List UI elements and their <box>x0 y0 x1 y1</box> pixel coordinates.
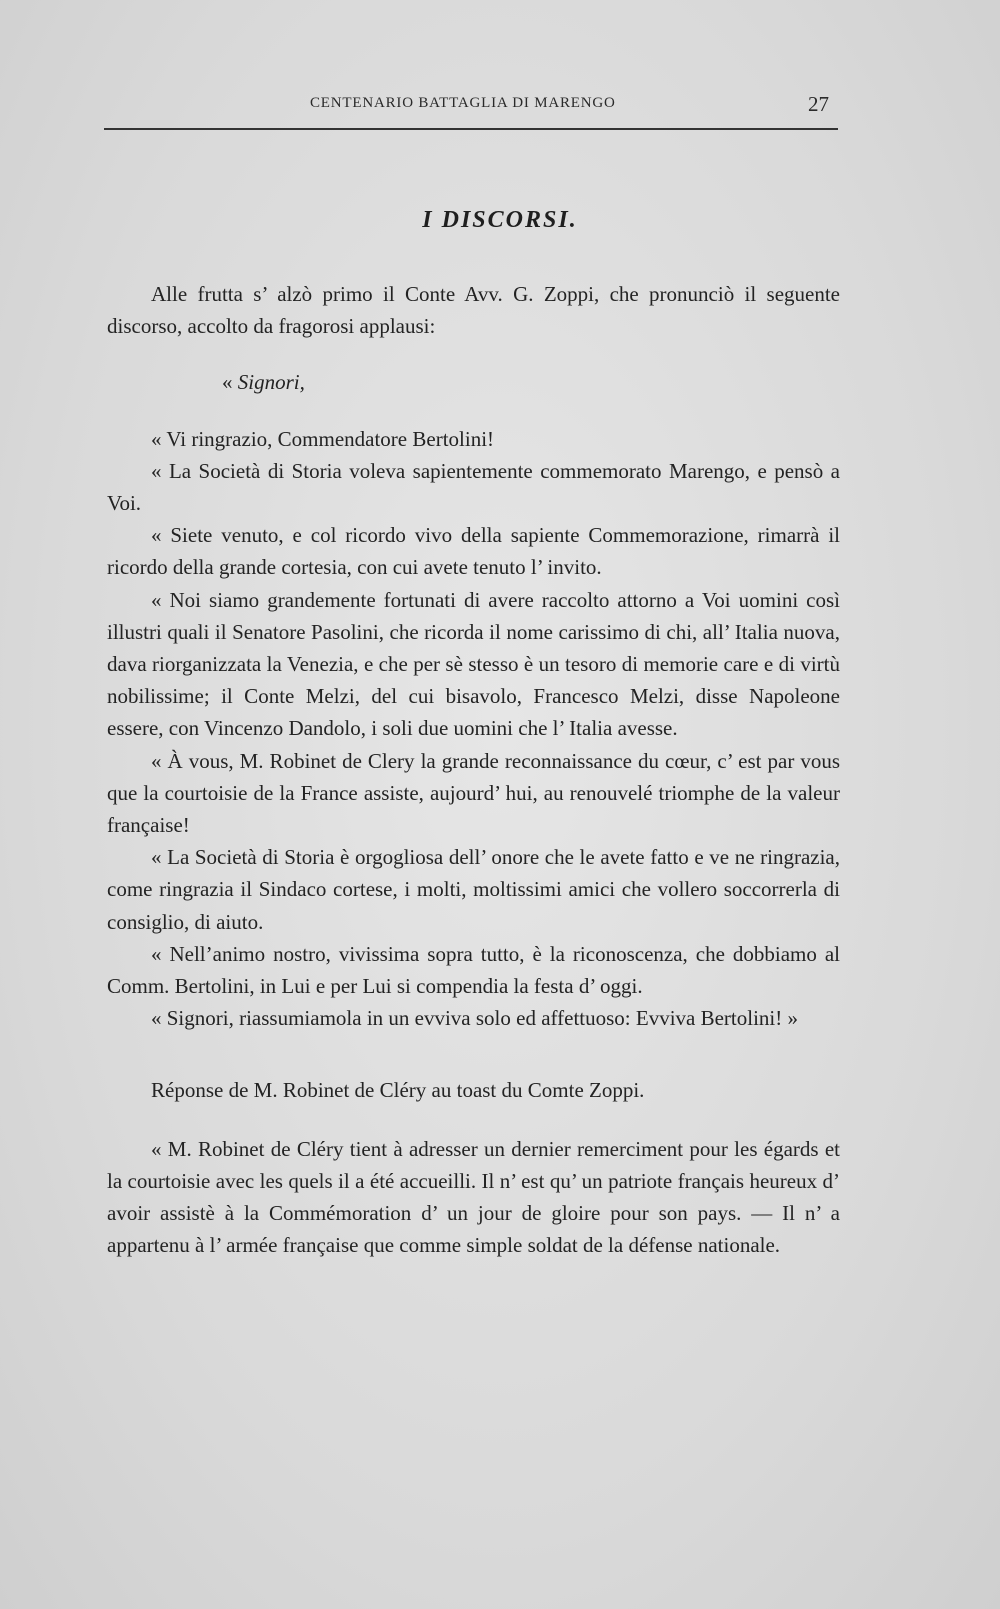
speech-paragraph: « Siete venuto, e col ricordo vivo della sapiente Commemorazione, rimarrà il ricordo della grande cortesia, con cui avete tenuto l’ invito. <box>107 523 840 580</box>
header-rule <box>104 128 838 130</box>
intro-paragraph: Alle frutta s’ alzò primo il Conte Avv. G. Zoppi, che pronunciò il seguente discorso, accolto da fragorosi applausi: <box>107 282 840 339</box>
speech-paragraph: « À vous, M. Robinet de Clery la grande reconnaissance du cœur, c’ est par vous que la courtoisie de la France assiste, aujourd’ hui, au renouvelé triomphe de la valeur française! <box>107 748 840 838</box>
speech-paragraph: « Noi siamo grandemente fortunati di avere raccolto attorno a Voi uomini così illustri quali il Senatore Pasolini, che ricorda il nome carissimo di chi, all’ Italia nuova, dava riorganizzata la Venezia, e che per sè stesso è un tesoro di memorie care e di virtù nobilissime; il Conte Melzi, del cui bisavolo, Francesco Melzi, disse Napoleone essere, con Vincenzo Dandolo, i soli due uomini che l’ Italia avesse. <box>107 587 840 741</box>
running-head <box>0 92 1000 118</box>
running-title: CENTENARIO BATTAGLIA DI MARENGO <box>310 95 616 111</box>
reply-heading: Réponse de M. Robinet de Cléry au toast du Comte Zoppi. <box>151 1078 645 1103</box>
speech-paragraph: « La Società di Storia è orgogliosa dell’ onore che le avete fatto e ve ne ringrazia, come ringrazia il Sindaco cortese, i molti, moltissimi amici che vollero soccorrerla di consiglio, di aiuto. <box>107 845 840 934</box>
salutation-line <box>107 366 840 398</box>
page-number: 27 <box>808 92 829 116</box>
speech-paragraph: « Signori, riassumiamola in un evviva solo ed affettuoso: Evviva Bertolini! » <box>151 1006 799 1031</box>
speech-paragraph: « Vi ringrazio, Commendatore Bertolini! <box>151 426 495 451</box>
body-text <box>107 278 840 1261</box>
reply-paragraph: « M. Robinet de Cléry tient à adresser un dernier remerciment pour les égards et la courtoisie avec les quels il a été accueilli. Il n’ est qu’ un patriote français heureux d’ avoir assistè à la Commémoration d’ un jour de gloire pour son pays. — Il n’ a appartenu à l’ armée française que comme simple soldat de la défense nationale. <box>107 1136 840 1258</box>
speech-paragraph: « Nell’animo nostro, vivissima sopra tutto, è la riconoscenza, che dobbiamo al Comm. Bertolini, in Lui e per Lui si compendia la festa d’ oggi. <box>107 941 840 999</box>
salutation-text: Signori, <box>237 370 305 395</box>
speech-paragraph: « La Società di Storia voleva sapientemente commemorato Marengo, e pensò a Voi. <box>107 458 840 516</box>
salutation-quote: « <box>222 370 238 395</box>
section-title: I DISCORSI. <box>422 207 578 233</box>
